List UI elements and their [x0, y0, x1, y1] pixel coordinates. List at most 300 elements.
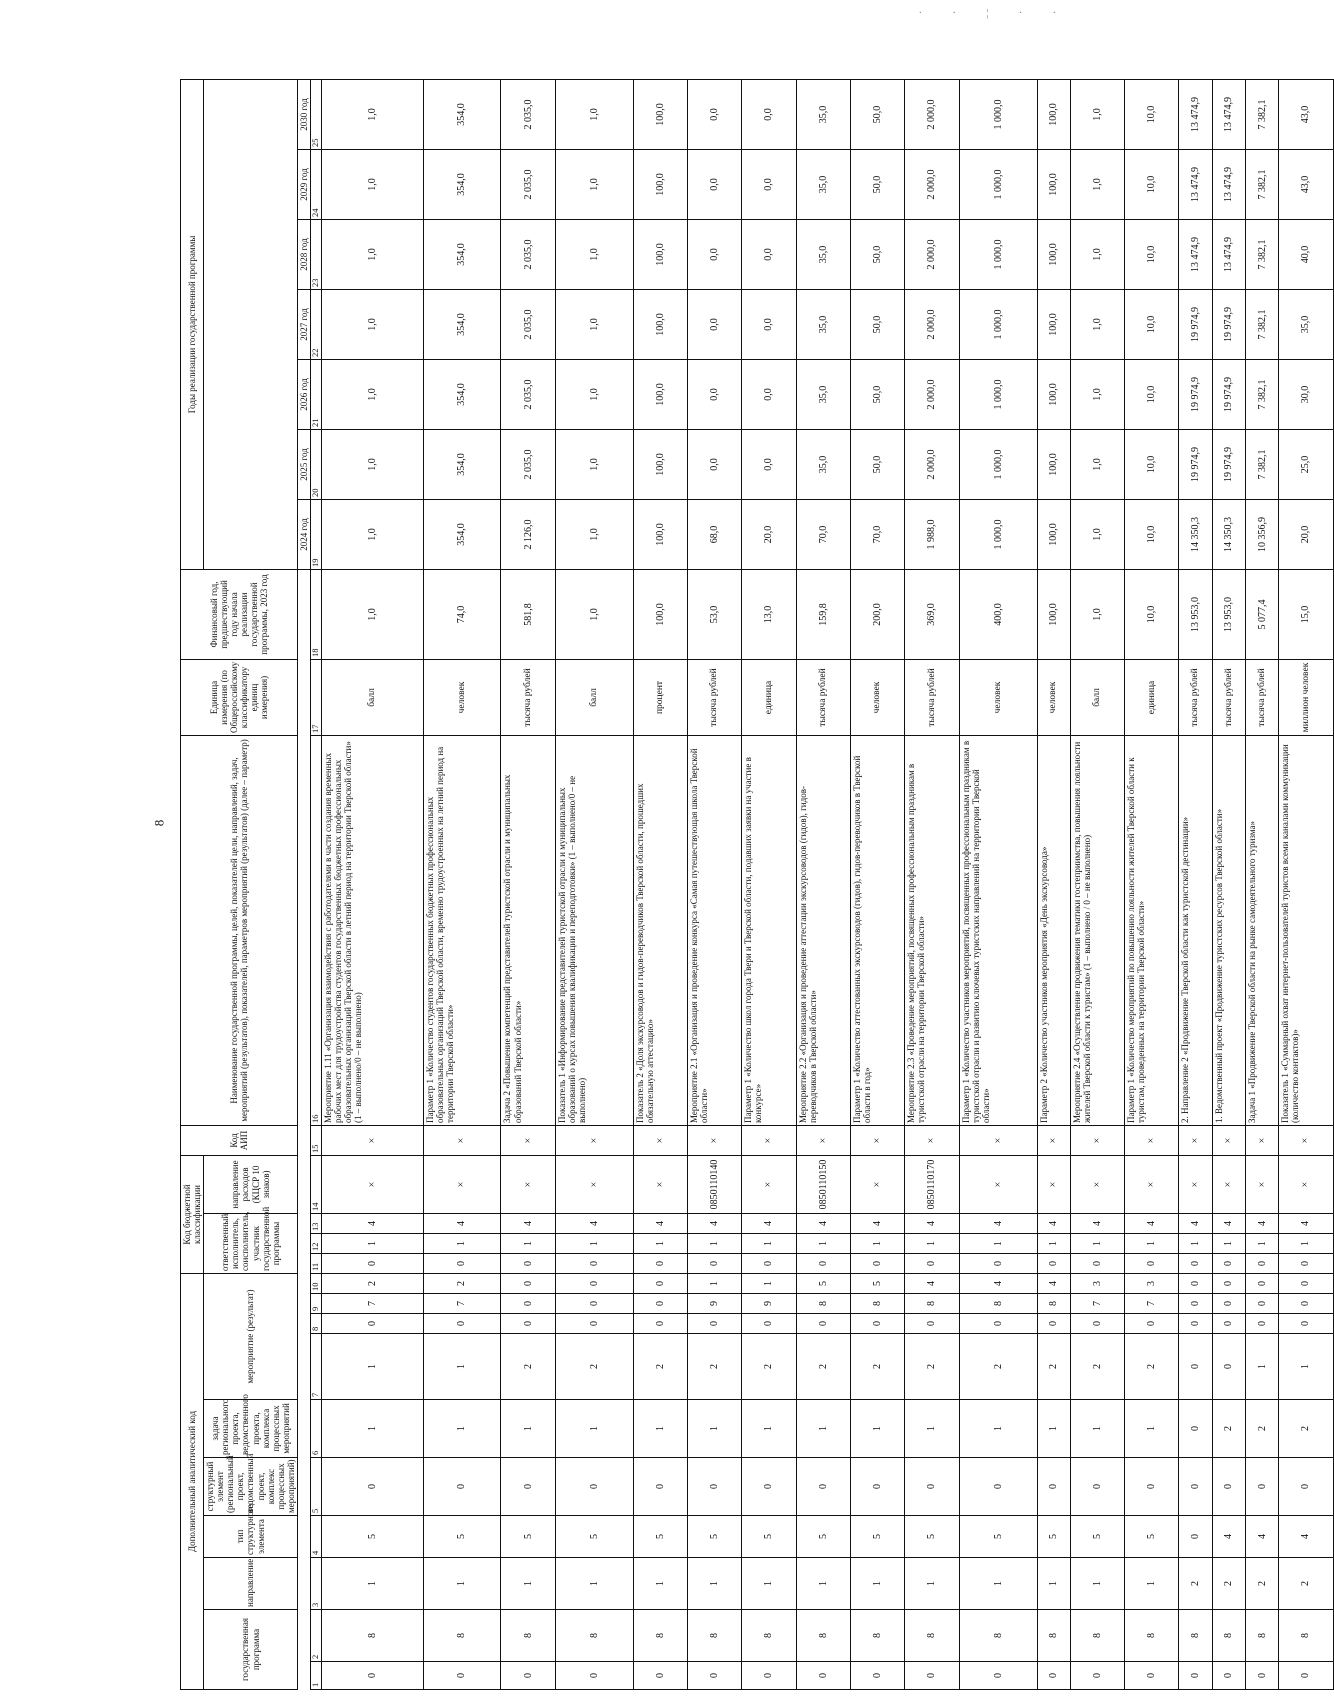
- code-cell: 4: [1212, 1214, 1245, 1234]
- code-cell: 0: [1070, 1662, 1124, 1690]
- value-cell: 53,0: [688, 569, 742, 659]
- value-cell: 7 382,1: [1246, 289, 1279, 359]
- value-cell: 100,0: [633, 359, 687, 429]
- header-program: государственная программа: [204, 1610, 298, 1690]
- code-cell: 5: [905, 1516, 959, 1558]
- column-number: 23: [310, 219, 321, 289]
- value-cell: 1,0: [321, 569, 423, 659]
- table-body: [310, 79, 1333, 1689]
- value-cell: 1,0: [321, 219, 423, 289]
- value-cell: 74,0: [423, 569, 501, 659]
- code-cell: 2: [959, 1334, 1037, 1400]
- code-cell: 2: [688, 1334, 742, 1400]
- code-cell: 0: [555, 1274, 633, 1294]
- code-cell: 1: [321, 1400, 423, 1458]
- code-cell: 0: [501, 1458, 555, 1516]
- code-cell: 0: [1179, 1254, 1212, 1274]
- value-cell: 1 000,0: [959, 429, 1037, 499]
- value-cell: 1,0: [1070, 219, 1124, 289]
- code-cell: 4: [1246, 1516, 1279, 1558]
- header-executor: ответственный исполнитель, соисполнитель, участник государственной программы: [204, 1214, 298, 1274]
- row-name: Показатель 1 «Суммарный охват интернет-пользователей туристов всеми каналами коммуникации (количество контактов)»: [1279, 735, 1333, 1125]
- code-cell: 1: [423, 1334, 501, 1400]
- years-mid-spacer: [297, 569, 310, 1155]
- code-cell: 0: [633, 1458, 687, 1516]
- code-cell: 0: [905, 1458, 959, 1516]
- code-cell: ×: [1246, 1125, 1279, 1155]
- row-unit: единица: [742, 659, 796, 735]
- value-cell: 1,0: [555, 359, 633, 429]
- value-cell: 100,0: [633, 219, 687, 289]
- code-cell: ×: [959, 1155, 1037, 1213]
- code-cell: 1: [633, 1400, 687, 1458]
- value-cell: 100,0: [1037, 289, 1070, 359]
- code-cell: 5: [742, 1516, 796, 1558]
- code-cell: 0: [1212, 1274, 1245, 1294]
- column-number: 2: [310, 1610, 321, 1662]
- value-cell: 10,0: [1125, 569, 1179, 659]
- header-name: Наименование государственной программы, целей, показателей цели, направлений, задач, мероприятий (результатов), показателей, параметров мероприятий (результатов) (далее – параметр): [181, 735, 298, 1125]
- code-cell: 0: [1246, 1274, 1279, 1294]
- code-cell: 0: [1179, 1662, 1212, 1690]
- code-cell: 0: [796, 1458, 850, 1516]
- value-cell: 1,0: [321, 79, 423, 149]
- code-cell: 8: [501, 1610, 555, 1662]
- header-base-year: Финансовый год, предшествующий году начала реализации государственной программы, 2023 год: [181, 569, 298, 659]
- code-cell: 0: [742, 1314, 796, 1334]
- code-cell: 4: [1125, 1214, 1179, 1234]
- code-cell: 4: [905, 1214, 959, 1234]
- value-cell: 0,0: [688, 359, 742, 429]
- value-cell: 19 974,9: [1179, 289, 1212, 359]
- code-cell: 0: [1279, 1314, 1333, 1334]
- code-cell: 4: [1037, 1274, 1070, 1294]
- value-cell: 19 974,9: [1179, 359, 1212, 429]
- header-year: 2027 год: [297, 289, 310, 359]
- code-cell: 4: [633, 1214, 687, 1234]
- code-cell: 5: [688, 1516, 742, 1558]
- code-cell: 1: [1179, 1234, 1212, 1254]
- value-cell: 354,0: [423, 79, 501, 149]
- code-cell: ×: [851, 1125, 905, 1155]
- code-cell: 5: [633, 1516, 687, 1558]
- row-unit: тысяча рублей: [501, 659, 555, 735]
- code-cell: 5: [321, 1516, 423, 1558]
- code-cell: ×: [633, 1125, 687, 1155]
- value-cell: 14 350,3: [1212, 499, 1245, 569]
- code-cell: 8: [959, 1610, 1037, 1662]
- value-cell: 0,0: [742, 289, 796, 359]
- value-cell: 2 000,0: [905, 219, 959, 289]
- code-cell: 0: [1037, 1458, 1070, 1516]
- value-cell: 35,0: [796, 149, 850, 219]
- row-unit: человек: [1037, 659, 1070, 735]
- code-cell: 0: [633, 1274, 687, 1294]
- row-unit: единица: [1125, 659, 1179, 735]
- column-number: 14: [310, 1155, 321, 1213]
- row-name: Показатель 2 «Доля экскурсоводов и гидов-переводчиков Тверской области, прошедших обязательную аттестацию»: [633, 735, 687, 1125]
- code-cell: 2: [423, 1274, 501, 1294]
- value-cell: 50,0: [851, 219, 905, 289]
- code-cell: 1: [1037, 1234, 1070, 1254]
- header-direction: направление: [204, 1558, 298, 1610]
- row-name: Параметр 1 «Количество мероприятий по повышению лояльности жителей Тверской области к туристам, проведенных на территории Тверской области»: [1125, 735, 1179, 1125]
- row-unit: тысяча рублей: [688, 659, 742, 735]
- code-cell: 0: [1070, 1314, 1124, 1334]
- code-cell: ×: [905, 1125, 959, 1155]
- code-cell: 0: [423, 1458, 501, 1516]
- code-cell: 3: [1125, 1274, 1179, 1294]
- code-cell: 0: [501, 1314, 555, 1334]
- table-row: [851, 79, 905, 1689]
- column-number: 9: [310, 1294, 321, 1314]
- code-cell: 8: [555, 1610, 633, 1662]
- code-cell: 1: [501, 1558, 555, 1610]
- value-cell: 1 000,0: [959, 219, 1037, 289]
- value-cell: 100,0: [633, 289, 687, 359]
- row-unit: человек: [851, 659, 905, 735]
- row-name: 1. Ведомственный проект «Продвижение туристских ресурсов Тверской области»: [1212, 735, 1245, 1125]
- code-cell: ×: [1246, 1155, 1279, 1213]
- column-number: 6: [310, 1400, 321, 1458]
- code-cell: 5: [796, 1516, 850, 1558]
- value-cell: 13 953,0: [1212, 569, 1245, 659]
- code-cell: 2: [796, 1334, 850, 1400]
- row-unit: миллион человек: [1279, 659, 1333, 735]
- value-cell: 1 000,0: [959, 149, 1037, 219]
- row-name: Задача 2 «Повышение компетенций представителей туристской отрасли и муниципальных образований Тверской области»: [501, 735, 555, 1125]
- value-cell: 25,0: [1279, 429, 1333, 499]
- column-number: 3: [310, 1558, 321, 1610]
- value-cell: 0,0: [688, 219, 742, 289]
- header-row-1: [181, 79, 204, 1689]
- code-cell: 0: [633, 1294, 687, 1314]
- code-cell: 8: [796, 1294, 850, 1314]
- header-analytic-group: Дополнительный аналитический код: [181, 1274, 204, 1690]
- value-cell: 100,0: [1037, 79, 1070, 149]
- code-cell: 0: [1179, 1314, 1212, 1334]
- code-cell: 1: [688, 1234, 742, 1254]
- value-cell: 1,0: [1070, 359, 1124, 429]
- value-cell: 2 035,0: [501, 289, 555, 359]
- program-table: [180, 79, 1334, 1690]
- code-cell: 0: [1279, 1458, 1333, 1516]
- table-row: [1037, 79, 1070, 1689]
- value-cell: 100,0: [1037, 429, 1070, 499]
- code-cell: 0: [688, 1314, 742, 1334]
- code-cell: 8: [423, 1610, 501, 1662]
- row-name: Параметр 1 «Количество школ города Твери и Тверской области, подавших заявки на участие в конкурсе»: [742, 735, 796, 1125]
- column-number: 17: [310, 659, 321, 735]
- column-number: 11: [310, 1254, 321, 1274]
- code-cell: 0: [1179, 1458, 1212, 1516]
- code-cell: 0: [555, 1254, 633, 1274]
- code-cell: 0: [501, 1254, 555, 1274]
- code-cell: 1: [321, 1334, 423, 1400]
- code-cell: 2: [1212, 1558, 1245, 1610]
- years-left-spacer: [297, 1155, 310, 1689]
- row-name: Мероприятие 2.4 «Осуществление продвижения тематики гостеприимства, повышения лояльности жителей Тверской области к туристам» (1 – выполнено / 0 – не выполнено): [1070, 735, 1124, 1125]
- value-cell: 13 474,9: [1179, 79, 1212, 149]
- value-cell: 354,0: [423, 429, 501, 499]
- row-unit: человек: [959, 659, 1037, 735]
- code-cell: 0: [1179, 1516, 1212, 1558]
- code-cell: 4: [796, 1214, 850, 1234]
- row-name: Параметр 1 «Количество аттестованных экскурсоводов (гидов), гидов-переводчиков в Тверской области в год»: [851, 735, 905, 1125]
- value-cell: 10,0: [1125, 79, 1179, 149]
- code-cell: 8: [633, 1610, 687, 1662]
- value-cell: 35,0: [796, 79, 850, 149]
- code-cell: 2: [851, 1334, 905, 1400]
- code-cell: 0850110150: [796, 1155, 850, 1213]
- code-cell: 1: [423, 1558, 501, 1610]
- code-cell: 0: [633, 1662, 687, 1690]
- value-cell: 70,0: [796, 499, 850, 569]
- code-cell: 8: [905, 1610, 959, 1662]
- value-cell: 100,0: [1037, 499, 1070, 569]
- code-cell: 4: [1279, 1214, 1333, 1234]
- code-cell: 1: [423, 1400, 501, 1458]
- code-cell: 2: [1279, 1558, 1333, 1610]
- value-cell: 1,0: [321, 149, 423, 219]
- value-cell: 35,0: [796, 359, 850, 429]
- code-cell: 8: [851, 1294, 905, 1314]
- value-cell: 0,0: [742, 79, 796, 149]
- value-cell: 581,8: [501, 569, 555, 659]
- code-cell: ×: [851, 1155, 905, 1213]
- table-row: [742, 79, 796, 1689]
- code-cell: 0: [1179, 1334, 1212, 1400]
- code-cell: 0: [1212, 1314, 1245, 1334]
- column-number: 1: [310, 1662, 321, 1690]
- value-cell: 1,0: [1070, 429, 1124, 499]
- code-cell: 1: [501, 1400, 555, 1458]
- code-cell: 1: [959, 1234, 1037, 1254]
- code-cell: 0: [633, 1314, 687, 1334]
- row-name: Параметр 2 «Количество участников мероприятия «День экскурсовода»: [1037, 735, 1070, 1125]
- code-cell: 8: [1246, 1610, 1279, 1662]
- code-cell: 1: [321, 1234, 423, 1254]
- value-cell: 30,0: [1279, 359, 1333, 429]
- value-cell: 354,0: [423, 289, 501, 359]
- code-cell: 0: [1246, 1294, 1279, 1314]
- code-cell: 1: [1279, 1234, 1333, 1254]
- value-cell: 50,0: [851, 149, 905, 219]
- code-cell: 1: [1279, 1334, 1333, 1400]
- code-cell: 0: [321, 1662, 423, 1690]
- value-cell: 1,0: [555, 499, 633, 569]
- code-cell: 1: [633, 1558, 687, 1610]
- code-cell: 4: [423, 1214, 501, 1234]
- code-cell: 4: [959, 1274, 1037, 1294]
- code-cell: 4: [501, 1214, 555, 1234]
- value-cell: 2 035,0: [501, 79, 555, 149]
- column-number: 12: [310, 1234, 321, 1254]
- value-cell: 100,0: [1037, 569, 1070, 659]
- column-number: 7: [310, 1334, 321, 1400]
- code-cell: 8: [959, 1294, 1037, 1314]
- code-cell: 0: [959, 1314, 1037, 1334]
- code-cell: 0: [905, 1314, 959, 1334]
- code-cell: 0: [742, 1254, 796, 1274]
- code-cell: 2: [1125, 1334, 1179, 1400]
- code-cell: 0850110170: [905, 1155, 959, 1213]
- row-unit: процент: [633, 659, 687, 735]
- program-table-container: [180, 96, 1312, 1690]
- row-name: Мероприятие 2.3 «Проведение мероприятий, посвященных профессиональным праздникам в туристской отрасли на территории Тверской области»: [905, 735, 959, 1125]
- code-cell: 0: [1070, 1458, 1124, 1516]
- code-cell: ×: [423, 1125, 501, 1155]
- header-task: задача регионального проекта, ведомственного проекта, комплекса процессных мероприятий: [204, 1400, 298, 1458]
- value-cell: 1 000,0: [959, 359, 1037, 429]
- code-cell: 0: [1246, 1254, 1279, 1274]
- code-cell: 0: [1037, 1314, 1070, 1334]
- header-years-group: Годы реализации государственной программы: [181, 79, 204, 569]
- header-year: 2028 год: [297, 219, 310, 289]
- code-cell: 0: [959, 1254, 1037, 1274]
- value-cell: 0,0: [688, 79, 742, 149]
- value-cell: 100,0: [633, 149, 687, 219]
- code-cell: 1: [796, 1400, 850, 1458]
- value-cell: 50,0: [851, 359, 905, 429]
- value-cell: 13 474,9: [1179, 219, 1212, 289]
- code-cell: 0: [851, 1458, 905, 1516]
- code-cell: 8: [1179, 1610, 1212, 1662]
- code-cell: 2: [1246, 1558, 1279, 1610]
- code-cell: 5: [1037, 1516, 1070, 1558]
- header-year: 2029 год: [297, 149, 310, 219]
- header-year: 2030 год: [297, 79, 310, 149]
- row-unit: балл: [321, 659, 423, 735]
- row-name: Мероприятие 2.1 «Организация и проведение конкурса «Самая путешествующая школа Тверской области»: [688, 735, 742, 1125]
- code-cell: 0: [1037, 1662, 1070, 1690]
- code-cell: 1: [555, 1400, 633, 1458]
- header-expense: направление расходов (КЦСР 10 знаков): [204, 1155, 298, 1213]
- code-cell: 1: [742, 1234, 796, 1254]
- code-cell: 0: [1212, 1458, 1245, 1516]
- code-cell: 1: [851, 1234, 905, 1254]
- value-cell: 354,0: [423, 359, 501, 429]
- column-number: 19: [310, 499, 321, 569]
- code-cell: 0: [1125, 1662, 1179, 1690]
- value-cell: 2 035,0: [501, 429, 555, 499]
- code-cell: 0: [959, 1458, 1037, 1516]
- code-cell: ×: [688, 1125, 742, 1155]
- code-cell: 2: [321, 1274, 423, 1294]
- code-cell: 1: [1125, 1400, 1179, 1458]
- table-row: [1125, 79, 1179, 1689]
- code-cell: 8: [1125, 1610, 1179, 1662]
- code-cell: ×: [1179, 1125, 1212, 1155]
- code-cell: 1: [555, 1234, 633, 1254]
- column-number: 18: [310, 569, 321, 659]
- code-cell: 0: [1179, 1400, 1212, 1458]
- value-cell: 7 382,1: [1246, 429, 1279, 499]
- row-unit: тысяча рублей: [1179, 659, 1212, 735]
- table-row: [1246, 79, 1279, 1689]
- code-cell: 0: [501, 1294, 555, 1314]
- value-cell: 1,0: [555, 79, 633, 149]
- code-cell: 1: [688, 1400, 742, 1458]
- value-cell: 50,0: [851, 79, 905, 149]
- row-name: Задача 1 «Продвижение Тверской области на рынке самодеятельного туризма»: [1246, 735, 1279, 1125]
- code-cell: 0: [555, 1294, 633, 1314]
- code-cell: ×: [742, 1155, 796, 1213]
- code-cell: 1: [742, 1400, 796, 1458]
- code-cell: 2: [555, 1334, 633, 1400]
- code-cell: 7: [423, 1294, 501, 1314]
- code-cell: 8: [1070, 1610, 1124, 1662]
- row-name: Показатель 1 «Информирование представителей туристской отрасли и муниципальных образований о курсах повышения квалификации и переподготовки» (1 – выполнено/0 – не выполнено): [555, 735, 633, 1125]
- value-cell: 2 035,0: [501, 219, 555, 289]
- code-cell: 1: [905, 1558, 959, 1610]
- row-unit: балл: [1070, 659, 1124, 735]
- value-cell: 40,0: [1279, 219, 1333, 289]
- code-cell: 8: [1037, 1294, 1070, 1314]
- header-row-years: [297, 79, 310, 1689]
- header-unit: Единица измерения (по Общероссийскому классификатору единиц измерения): [181, 659, 298, 735]
- code-cell: 8: [321, 1610, 423, 1662]
- value-cell: 7 382,1: [1246, 149, 1279, 219]
- code-cell: 5: [1125, 1516, 1179, 1558]
- code-cell: 1: [1212, 1234, 1245, 1254]
- code-cell: ×: [321, 1125, 423, 1155]
- value-cell: 200,0: [851, 569, 905, 659]
- column-number: 21: [310, 359, 321, 429]
- column-number: 4: [310, 1516, 321, 1558]
- value-cell: 2 000,0: [905, 289, 959, 359]
- row-name: Мероприятие 2.2 «Организация и проведение аттестации экскурсоводов (гидов), гидов-переводчиков в Тверской области»: [796, 735, 850, 1125]
- code-cell: 8: [1037, 1610, 1070, 1662]
- code-cell: ×: [1070, 1125, 1124, 1155]
- header-year: 2026 год: [297, 359, 310, 429]
- value-cell: 7 382,1: [1246, 219, 1279, 289]
- code-cell: 0: [1179, 1274, 1212, 1294]
- row-unit: человек: [423, 659, 501, 735]
- value-cell: 369,0: [905, 569, 959, 659]
- code-cell: 4: [688, 1214, 742, 1234]
- value-cell: 1,0: [321, 359, 423, 429]
- column-number: 10: [310, 1274, 321, 1294]
- code-cell: 4: [851, 1214, 905, 1234]
- code-cell: 1: [959, 1558, 1037, 1610]
- code-cell: 2: [742, 1334, 796, 1400]
- value-cell: 19 974,9: [1212, 289, 1245, 359]
- code-cell: 1: [1037, 1558, 1070, 1610]
- code-cell: ×: [1279, 1125, 1333, 1155]
- row-name: Параметр 1 «Количество студентов государственных бюджетных профессиональных образовательных организаций Тверской области, временно трудоустроенных на летний период на территории Тверской области»: [423, 735, 501, 1125]
- value-cell: 19 974,9: [1212, 359, 1245, 429]
- code-cell: 1: [555, 1558, 633, 1610]
- column-number: 20: [310, 429, 321, 499]
- value-cell: 0,0: [742, 149, 796, 219]
- value-cell: 10,0: [1125, 149, 1179, 219]
- value-cell: 400,0: [959, 569, 1037, 659]
- value-cell: 1,0: [321, 289, 423, 359]
- code-cell: ×: [501, 1125, 555, 1155]
- code-cell: 4: [1070, 1214, 1124, 1234]
- value-cell: 10,0: [1125, 219, 1179, 289]
- code-cell: 0: [1037, 1254, 1070, 1274]
- value-cell: 100,0: [1037, 219, 1070, 289]
- code-cell: 2: [1279, 1400, 1333, 1458]
- code-cell: ×: [1037, 1155, 1070, 1213]
- code-cell: ×: [633, 1155, 687, 1213]
- code-cell: 0: [742, 1662, 796, 1690]
- column-number: 13: [310, 1214, 321, 1234]
- code-cell: 0: [1125, 1458, 1179, 1516]
- code-cell: 0: [688, 1458, 742, 1516]
